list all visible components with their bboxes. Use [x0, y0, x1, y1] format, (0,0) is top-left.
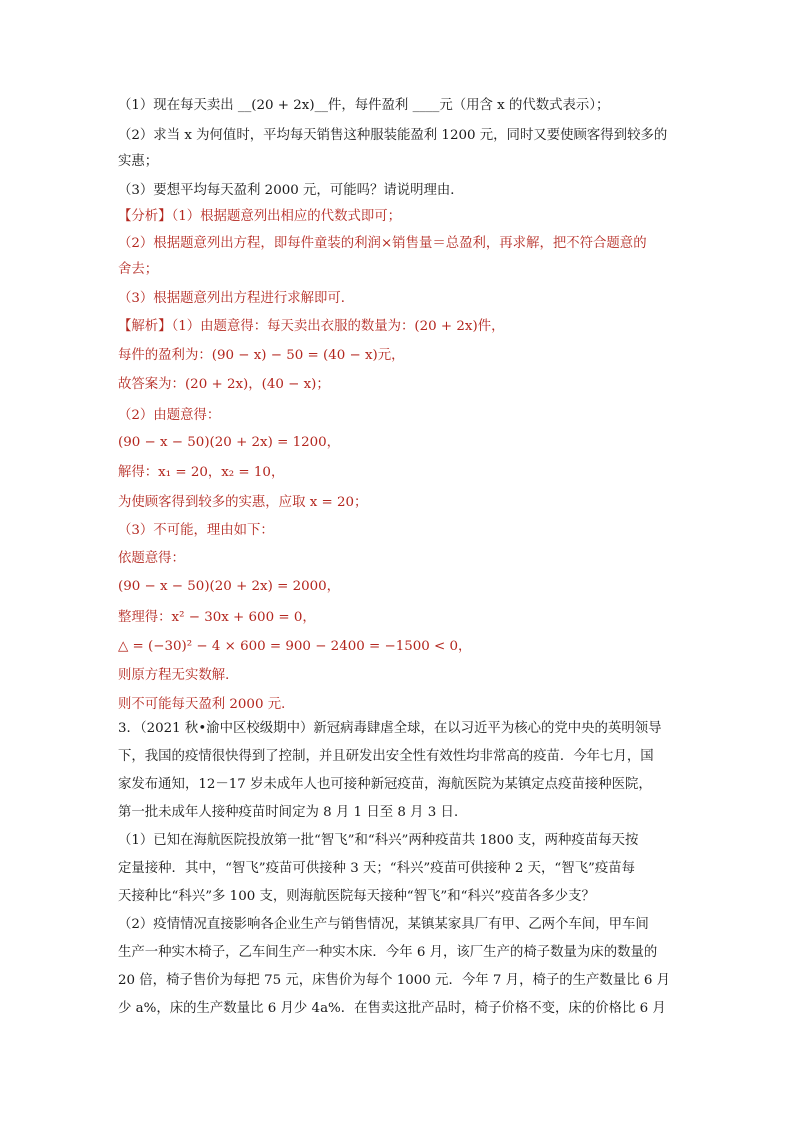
analysis-line1: [118, 208, 401, 226]
analysis-line3: 舍去；: [118, 262, 159, 277]
q2-part3: （3）要想平均每天盈利 2000 元，可能吗？请说明理由．: [118, 183, 464, 198]
q2-part2-line2: 实惠；: [118, 154, 159, 169]
q3-line10: 20 倍，椅子售价为每把 75 元，床售价为每个 1000 元．今年 7 月，椅子的生产数量比 6 月: [118, 973, 671, 988]
solution-line4: （2）由题意得：: [118, 408, 221, 423]
analysis-tag: 【分析】: [118, 209, 172, 224]
q3-line3: 家发布通知，12－17 岁未成年人也可接种新冠疫苗，海航医院为某镇定点疫苗接种医院，: [118, 777, 652, 792]
solution-line9: 依题意得：: [118, 551, 185, 566]
q2-part1: （1）现在每天卖出 __(20 + 2x)__件，每件盈利 ____元（用含 x 的代数式表示）；: [118, 98, 610, 113]
q3-line2: 下，我国的疫情很快得到了控制，并且研发出安全性有效性均非常高的疫苗．今年七月，国: [118, 749, 654, 764]
q3-line6: 定量接种．其中，“智飞”疫苗可供接种 3 天；“科兴”疫苗可供接种 2 天，“智飞”疫苗每: [118, 861, 636, 876]
solution-line10: (90 − x − 50)(20 + 2x) = 2000，: [118, 579, 341, 594]
solution-line3: 故答案为：(20 + 2x)，(40 − x)；: [118, 377, 330, 392]
solution-line7: 为使顾客得到较多的实惠，应取 x = 20；: [118, 495, 368, 510]
solution-line2: 每件的盈利为：(90 − x) − 50 = (40 − x)元，: [118, 348, 405, 363]
q3-line9: 生产一种实木椅子，乙车间生产一种实木床．今年 6 月，该厂生产的椅子数量为床的数量的: [118, 945, 658, 960]
q3-line11: 少 a%，床的生产数量比 6 月少 4a%．在售卖这批产品时，椅子价格不变，床的价格比 6 月: [118, 1001, 666, 1016]
q3-line7: 天接种比“科兴”多 100 支，则海航医院每天接种“智飞”和“科兴”疫苗各多少支？: [118, 889, 595, 904]
analysis-line4: （3）根据题意列出方程进行求解即可．: [118, 291, 355, 306]
solution-line5: (90 − x − 50)(20 + 2x) = 1200，: [118, 435, 341, 450]
solution-text-1: （1）由题意得：每天卖出衣服的数量为：(20 + 2x)件，: [171, 319, 505, 334]
analysis-text-1: （1）根据题意列出相应的代数式即可；: [171, 209, 402, 224]
solution-line13: 则原方程无实数解．: [118, 668, 239, 683]
solution-line6: 解得：x₁ = 20，x₂ = 10，: [118, 465, 285, 480]
q3-line1: 3．（2021 秋•渝中区校级期中）新冠病毒肆虐全球，在以习近平为核心的党中央的英明领导: [118, 721, 662, 736]
solution-line14: 则不可能每天盈利 2000 元．: [118, 697, 295, 712]
solution-line1: [118, 318, 505, 336]
solution-line12: △ = (−30)² − 4 × 600 = 900 − 2400 = −1500 < 0，: [118, 639, 472, 654]
solution-line8: （3）不可能，理由如下：: [118, 523, 274, 538]
q3-line5: （1）已知在海航医院投放第一批“智飞”和“科兴”两种疫苗共 1800 支，两种疫苗每天按: [118, 833, 639, 848]
analysis-line2: （2）根据题意列出方程，即每件童装的利润×销售量＝总盈利，再求解，把不符合题意的: [118, 236, 647, 251]
solution-line11: 整理得：x² − 30x + 600 = 0，: [118, 610, 316, 625]
solution-tag: 【解析】: [118, 319, 172, 334]
q3-line8: （2）疫情情况直接影响各企业生产与销售情况，某镇某家具厂有甲、乙两个车间，甲车间: [118, 917, 649, 932]
q3-line4: 第一批未成年人接种疫苗时间定为 8 月 1 日至 8 月 3 日．: [118, 805, 468, 820]
q2-part2-line1: （2）求当 x 为何值时，平均每天销售这种服装能盈利 1200 元，同时又要使顾客得到较多的: [118, 128, 668, 143]
